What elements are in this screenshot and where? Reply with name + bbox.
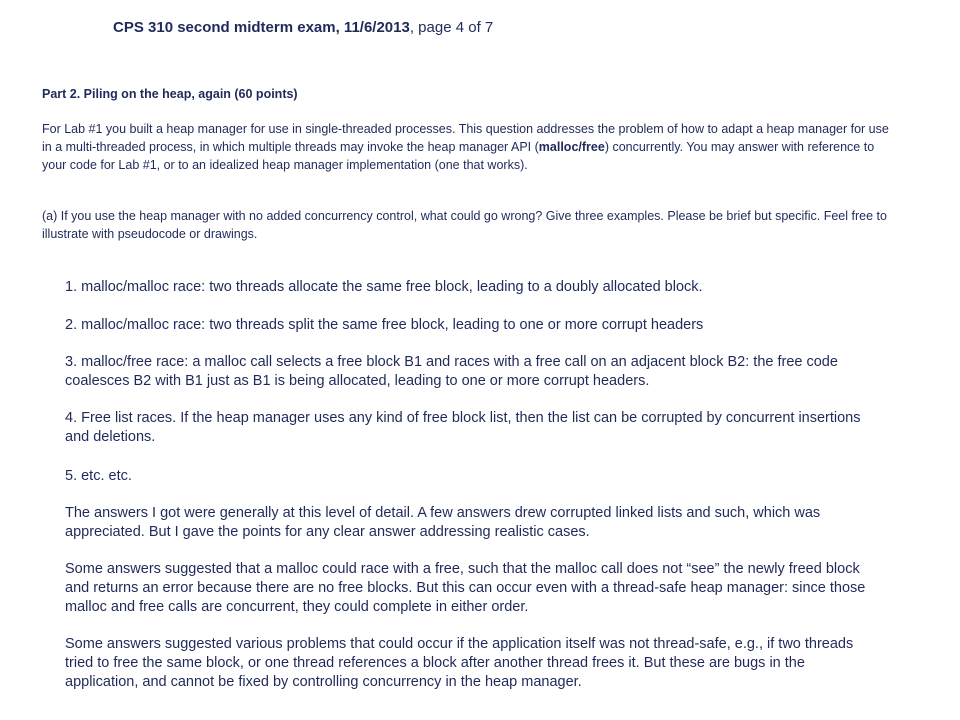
grader-comment: Some answers suggested various problems that could occur if the application itself was not thread-safe, e.g., if two threads tried to free the same block, or one thread references a block after another thread frees it. But these are bugs in the application, and cannot be fixed by controlling concurrency in the heap manager. <box>65 636 854 690</box>
intro-text-after: ) concurrently. You may answer with reference to your code for Lab #1, or to an idealized heap manager implementation (one that works). <box>42 140 875 172</box>
answer-item: 3. malloc/free race: a malloc call selects a free block B1 and races with a free call on an adjacent block B2: the free code coalesces B2 with B1 just as B1 is being allocated, leading to one or more corrupt headers. <box>65 354 838 389</box>
answer-item: 1. malloc/malloc race: two threads allocate the same free block, leading to a doubly allocated block. <box>65 279 703 295</box>
answer-item: 4. Free list races. If the heap manager uses any kind of free block list, then the list can be corrupted by concurrent insertions and deletions. <box>65 410 861 445</box>
answer-block <box>65 278 875 692</box>
exam-title: CPS 310 second midterm exam, 11/6/2013 <box>113 19 410 36</box>
answer-item: 5. etc. etc. <box>65 468 132 484</box>
question-a: (a) If you use the heap manager with no added concurrency control, what could go wrong? Give three examples. Please be brief but specific. Feel free to illustrate with pseudocode or drawings. <box>42 209 887 241</box>
page-number: , page 4 of 7 <box>409 19 494 36</box>
page-header <box>113 18 493 38</box>
part-title: Part 2. Piling on the heap, again (60 points) <box>42 87 298 101</box>
grader-comment: Some answers suggested that a malloc could race with a free, such that the malloc call does not “see” the newly freed block and returns an error because there are no free blocks. But this can occur even with a thread-safe heap manager: since those malloc and free calls are concurrent, they could complete in either order. <box>65 561 866 615</box>
answer-item: 2. malloc/malloc race: two threads split the same free block, leading to one or more corrupt headers <box>65 317 704 333</box>
grader-comment: The answers I got were generally at this level of detail. A few answers drew corrupted linked lists and such, which was appreciated. But I gave the points for any clear answer addressing realistic cases. <box>65 505 821 540</box>
intro-text-before: For Lab #1 you built a heap manager for use in single-threaded processes. This question addresses the problem of how to adapt a heap manager for use in a multi-threaded process, in which multiple threads may invoke the heap manager API ( <box>42 122 889 154</box>
intro-api-name: malloc/free <box>538 140 605 154</box>
intro-paragraph <box>42 120 890 174</box>
